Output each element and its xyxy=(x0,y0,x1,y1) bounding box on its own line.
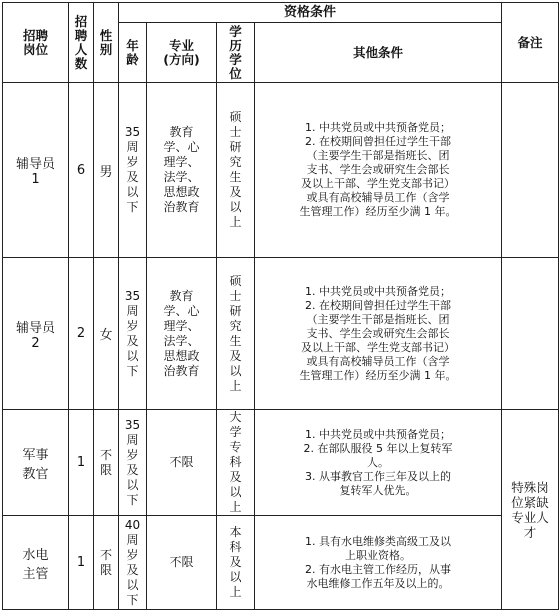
education-char: 及 xyxy=(229,470,242,484)
condition-line: 1. 中共党员或中共预备党员； xyxy=(305,121,451,134)
education-char: 究 xyxy=(229,318,242,333)
position-line: 辅导员 xyxy=(15,320,55,336)
major-line: 法学、 xyxy=(163,333,200,348)
cell-gender xyxy=(94,410,119,516)
position-line: 主管 xyxy=(22,566,49,582)
cell-major xyxy=(147,516,217,610)
age-char: 35 xyxy=(124,417,141,432)
cell-count: 1 xyxy=(69,516,94,610)
age-char: 岁 xyxy=(126,155,139,169)
condition-line: 及以上干部、学生党支部书记） xyxy=(301,340,455,354)
major-line: 学、心 xyxy=(163,303,200,318)
age-char: 及 xyxy=(126,462,139,477)
age-char: 35 xyxy=(124,288,141,303)
cell-age xyxy=(119,258,147,410)
condition-line: 2. 在校期间曾担任过学生干部 xyxy=(305,298,451,312)
cell-count: 1 xyxy=(69,410,94,516)
header-qualifications: 资格条件 xyxy=(119,3,502,23)
header-gender-char: 别 xyxy=(99,41,113,57)
header-gender xyxy=(94,3,119,83)
cell-major xyxy=(147,258,217,410)
major-line: 治教育 xyxy=(163,200,200,214)
condition-line: 1. 中共党员或中共预备党员； xyxy=(305,427,451,441)
cell-count: 6 xyxy=(69,83,94,258)
education-char: 及 xyxy=(229,555,242,569)
header-education-char: 历 xyxy=(229,37,242,53)
header-remarks: 备注 xyxy=(502,3,559,83)
condition-line: 复转军人优先。 xyxy=(339,483,417,497)
position-line: 1 xyxy=(31,172,40,187)
education-char: 上 xyxy=(229,585,242,599)
age-char: 以 xyxy=(126,577,139,592)
age-char: 以 xyxy=(126,348,139,363)
condition-line: 1. 中共党员或中共预备党员； xyxy=(305,284,451,298)
table-row xyxy=(3,83,559,258)
major-line: 法学、 xyxy=(163,170,200,184)
cell-position xyxy=(3,83,69,258)
header-age xyxy=(119,23,147,83)
condition-line: 人。 xyxy=(367,455,389,469)
recruitment-table xyxy=(2,2,559,610)
condition-line: 或具有高校辅导员工作（含学 xyxy=(306,191,450,204)
header-count-char: 聘 xyxy=(74,27,88,43)
education-char: 以 xyxy=(229,200,242,214)
condition-line: （主要学生干部是指班长、团 xyxy=(306,149,450,162)
cell-other-conditions xyxy=(255,258,502,410)
condition-line: 2. 在校期间曾担任过学生干部 xyxy=(305,135,451,148)
condition-line: （主要学生干部是指班长、团 xyxy=(306,312,450,326)
cell-education xyxy=(217,516,255,610)
condition-line: 上职业资格。 xyxy=(345,548,411,562)
gender-char: 不 xyxy=(99,547,112,562)
header-count-char: 数 xyxy=(74,55,88,71)
gender-char: 不 xyxy=(99,447,112,462)
remarks-line: 专业人 xyxy=(511,509,549,525)
table-row xyxy=(3,516,559,610)
major-line: 理学、 xyxy=(163,318,200,333)
condition-line: 1. 具有水电维修类高级工及以 xyxy=(305,534,451,548)
education-char: 科 xyxy=(229,540,242,554)
header-position xyxy=(3,3,69,83)
cell-age xyxy=(119,83,147,258)
age-char: 周 xyxy=(126,532,139,547)
table-row xyxy=(3,410,559,516)
header-major-line: 专业 xyxy=(168,37,194,53)
table-row xyxy=(3,258,559,410)
education-char: 生 xyxy=(229,170,242,184)
education-char: 研 xyxy=(229,140,242,154)
position-line: 2 xyxy=(31,335,40,351)
education-char: 士 xyxy=(229,288,242,303)
age-char: 下 xyxy=(126,200,139,214)
education-char: 硕 xyxy=(229,110,242,124)
education-char: 本 xyxy=(229,525,242,539)
age-char: 周 xyxy=(126,303,139,318)
header-other-conditions: 其他条件 xyxy=(255,23,502,83)
cell-gender: 女 xyxy=(94,258,119,410)
remarks-line: 才 xyxy=(523,524,537,540)
gender-char: 限 xyxy=(99,462,112,477)
education-char: 专 xyxy=(229,440,242,454)
education-char: 士 xyxy=(229,125,242,139)
major-line: 思想政 xyxy=(163,185,200,199)
header-gender-char: 性 xyxy=(99,27,113,43)
age-char: 下 xyxy=(126,492,139,507)
education-char: 以 xyxy=(229,363,242,378)
header-count-char: 人 xyxy=(74,41,88,57)
header-age-char: 年 xyxy=(126,37,139,53)
major-line: 教育 xyxy=(169,288,194,303)
cell-education xyxy=(217,410,255,516)
condition-line: 水电维修工作五年及以上的。 xyxy=(306,576,450,590)
major-line: 不限 xyxy=(169,555,194,569)
condition-line: 支书、学生会或研究生会部长 xyxy=(306,163,450,176)
education-char: 大 xyxy=(229,410,242,424)
age-char: 以 xyxy=(126,477,139,492)
major-line: 学、心 xyxy=(163,140,200,154)
header-count-char: 招 xyxy=(74,13,88,29)
remarks-line: 特殊岗 xyxy=(511,479,549,495)
position-line: 辅导员 xyxy=(15,157,55,172)
education-char: 科 xyxy=(229,455,242,469)
education-char: 以 xyxy=(229,570,242,584)
education-char: 硕 xyxy=(229,273,242,288)
header-education-char: 位 xyxy=(229,65,242,81)
condition-line: 或具有高校辅导员工作（含学 xyxy=(306,354,450,368)
age-char: 周 xyxy=(126,140,139,154)
age-char: 40 xyxy=(124,517,141,532)
header-major xyxy=(147,23,217,83)
cell-remarks xyxy=(502,258,559,410)
cell-age xyxy=(119,516,147,610)
header-position-line: 岗位 xyxy=(22,41,48,57)
major-line: 思想政 xyxy=(163,348,200,363)
major-line: 理学、 xyxy=(163,155,200,169)
cell-age xyxy=(119,410,147,516)
cell-gender: 男 xyxy=(94,83,119,258)
condition-line: 生管理工作）经历至少满 1 年。 xyxy=(299,368,457,382)
header-age-char: 龄 xyxy=(126,51,139,67)
age-char: 以 xyxy=(126,185,139,199)
header-education-char: 学 xyxy=(229,51,242,67)
education-char: 及 xyxy=(229,185,242,199)
condition-line: 生管理工作）经历至少满 1 年。 xyxy=(299,205,457,218)
age-char: 及 xyxy=(126,333,139,348)
condition-line: 2. 在部队服役 5 年以上复转军 xyxy=(303,441,453,455)
education-char: 上 xyxy=(229,215,242,229)
major-line: 教育 xyxy=(169,125,194,139)
gender-char: 限 xyxy=(99,562,112,577)
age-char: 周 xyxy=(126,432,139,447)
cell-other-conditions xyxy=(255,516,502,610)
cell-remarks-note xyxy=(502,410,559,610)
education-char: 究 xyxy=(229,155,242,169)
position-line: 教官 xyxy=(22,466,49,482)
education-char: 及 xyxy=(229,348,242,363)
education-char: 以 xyxy=(229,485,242,499)
education-char: 生 xyxy=(229,333,242,348)
cell-major xyxy=(147,83,217,258)
age-char: 下 xyxy=(126,592,139,607)
cell-major xyxy=(147,410,217,516)
condition-line: 3. 从事教官工作三年及以上的 xyxy=(305,469,451,483)
age-char: 及 xyxy=(126,170,139,184)
education-char: 上 xyxy=(229,500,242,514)
header-count xyxy=(69,3,94,83)
age-char: 35 xyxy=(124,125,141,139)
position-line: 军事 xyxy=(22,447,49,463)
header-education xyxy=(217,23,255,83)
cell-other-conditions xyxy=(255,83,502,258)
cell-count: 2 xyxy=(69,258,94,410)
cell-position xyxy=(3,410,69,516)
header-education-char: 学 xyxy=(229,23,242,39)
education-char: 研 xyxy=(229,303,242,318)
condition-line: 2. 有水电主管工作经历，从事 xyxy=(305,562,451,576)
header-major-line: (方向) xyxy=(163,51,200,67)
major-line: 不限 xyxy=(169,455,194,469)
header-position-line: 招聘 xyxy=(22,27,48,43)
age-char: 岁 xyxy=(126,547,139,562)
education-char: 上 xyxy=(229,378,242,393)
cell-education xyxy=(217,83,255,258)
position-line: 水电 xyxy=(22,547,49,563)
age-char: 下 xyxy=(126,363,139,378)
cell-education xyxy=(217,258,255,410)
education-char: 学 xyxy=(229,425,242,439)
condition-line: 及以上干部、学生党支部书记） xyxy=(301,177,455,190)
major-line: 治教育 xyxy=(163,363,200,378)
age-char: 及 xyxy=(126,562,139,577)
cell-gender xyxy=(94,516,119,610)
cell-other-conditions xyxy=(255,410,502,516)
remarks-line: 位紧缺 xyxy=(511,494,549,510)
cell-position xyxy=(3,516,69,610)
age-char: 岁 xyxy=(126,318,139,333)
cell-position xyxy=(3,258,69,410)
cell-remarks xyxy=(502,83,559,258)
age-char: 岁 xyxy=(126,447,139,462)
condition-line: 支书、学生会或研究生会部长 xyxy=(306,326,450,340)
